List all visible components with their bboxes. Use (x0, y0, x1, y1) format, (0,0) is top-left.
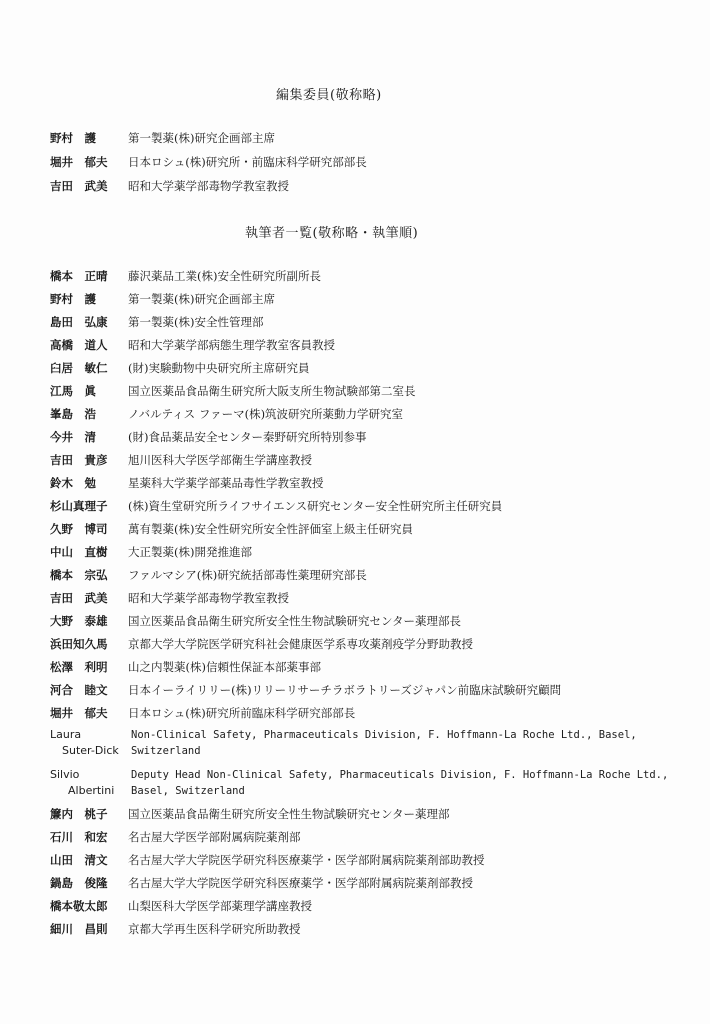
author-affiliation: (財)実験動物中央研究所主席研究員 (128, 361, 310, 375)
author-row (50, 636, 473, 652)
author-affiliation: 山梨医科大学医学部薬理学講座教授 (128, 899, 312, 913)
author-name: 橋本 正晴 (50, 269, 108, 283)
author-affiliation: 第一製薬(株)安全性管理部 (128, 315, 264, 329)
author-name: 吉田 武美 (50, 591, 108, 605)
editor-affiliation: 日本ロシュ(株)研究所・前臨床科学研究部部長 (128, 155, 367, 169)
author-affiliation: ファルマシア(株)研究統括部毒性薬理研究部長 (128, 568, 367, 582)
author-row (50, 429, 367, 445)
author-name: 山田 清文 (50, 853, 108, 867)
editor-name: 野村 護 (50, 131, 96, 145)
editor-name: 堀井 郁夫 (50, 155, 108, 169)
author-affiliation: 名古屋大学医学部附属病院薬剤部 (128, 830, 301, 844)
author-row (50, 682, 561, 698)
author-row (50, 452, 312, 468)
author-name: 石川 和宏 (50, 830, 108, 844)
author-row (50, 829, 301, 845)
author-affiliation: 昭和大学薬学部毒物学教室教授 (128, 591, 289, 605)
author-row (50, 406, 403, 422)
author-name: 細川 昌則 (50, 922, 108, 936)
author-row (50, 544, 252, 560)
author-affiliation: 萬有製薬(株)安全性研究所安全性評価室上級主任研究員 (128, 522, 413, 536)
editor-affiliation: 第一製薬(株)研究企画部主席 (128, 131, 275, 145)
author-name: 浜田知久馬 (50, 637, 108, 651)
author-affiliation: 昭和大学薬学部病態生理学教室客員教授 (128, 338, 335, 352)
editor-affiliation: 昭和大学薬学部毒物学教室教授 (128, 179, 289, 193)
author-affiliation: 名古屋大学大学院医学研究科医療薬学・医学部附属病院薬剤部助教授 (128, 853, 485, 867)
author-row (50, 521, 413, 537)
author-name: 松澤 利明 (50, 660, 108, 674)
author-affiliation: 旭川医科大学医学部衛生学講座教授 (128, 453, 312, 467)
author-name: 久野 博司 (50, 522, 108, 536)
author-name: 鍋島 俊隆 (50, 876, 108, 890)
author-name: 高橋 道人 (50, 338, 108, 352)
author-name: 野村 護 (50, 292, 96, 306)
author-name: 河合 睦文 (50, 683, 108, 697)
author-row (50, 498, 502, 514)
author-affiliation: 山之内製薬(株)信頼性保証本部薬事部 (128, 660, 321, 674)
author-name: 堀井 郁夫 (50, 706, 108, 720)
author-row (50, 705, 355, 721)
author-affiliation: (財)食品薬品安全センター秦野研究所特別参事 (128, 430, 367, 444)
foreign-author-name: Suter-Dick (62, 744, 119, 757)
author-name: 中山 直樹 (50, 545, 108, 559)
author-affiliation: 国立医薬品食品衛生研究所安全性生物試験研究センター薬理部長 (128, 614, 462, 628)
author-row (50, 613, 461, 629)
editor-row (50, 130, 275, 146)
author-affiliation: 第一製薬(株)研究企画部主席 (128, 292, 275, 306)
foreign-author-affiliation: Non-Clinical Safety, Pharmaceuticals Division, F. Hoffmann-La Roche Ltd., Basel, (131, 729, 637, 741)
author-affiliation: 国立医薬品食品衛生研究所安全性生物試験研究センター薬理部 (128, 807, 450, 821)
author-row (50, 659, 321, 675)
foreign-author-name: Silvio (50, 768, 80, 781)
author-affiliation: 大正製薬(株)開発推進部 (128, 545, 252, 559)
author-name: 鈴木 勉 (50, 476, 96, 490)
foreign-author-affiliation: Switzerland (131, 745, 201, 757)
foreign-author-name: Albertini (68, 784, 115, 797)
author-name: 橋本敬太郎 (50, 899, 108, 913)
author-name: 今井 清 (50, 430, 96, 444)
editors-title: 編集委員(敬称略) (276, 88, 382, 103)
author-row (50, 360, 309, 376)
author-affiliation: 名古屋大学大学院医学研究科医療薬学・医学部附属病院薬剤部教授 (128, 876, 473, 890)
author-name: 江馬 眞 (50, 384, 96, 398)
author-row (50, 590, 289, 606)
foreign-author-affiliation: Deputy Head Non-Clinical Safety, Pharmaceuticals Division, F. Hoffmann-La Roche Ltd., (131, 769, 669, 781)
author-name: 島田 弘康 (50, 315, 108, 329)
author-affiliation: 星薬科大学薬学部薬品毒性学教室教授 (128, 476, 324, 490)
author-row (50, 475, 324, 491)
authors-title: 執筆者一覧(敬称略・執筆順) (245, 226, 419, 241)
author-affiliation: 日本イーライリリー(株)リリーリサーチラボラトリーズジャパン前臨床試験研究顧問 (128, 683, 562, 697)
author-row (50, 291, 275, 307)
author-affiliation: 京都大学大学院医学研究科社会健康医学系専攻薬剤疫学分野助教授 (128, 637, 473, 651)
author-affiliation: 国立医薬品食品衛生研究所大阪支所生物試験部第二室長 (128, 384, 416, 398)
author-row (50, 567, 367, 583)
author-row (50, 337, 335, 353)
author-name: 峯島 浩 (50, 407, 96, 421)
author-row (50, 875, 473, 891)
author-row (50, 921, 301, 937)
editor-row (50, 154, 367, 170)
author-affiliation: (株)資生堂研究所ライフサイエンス研究センター安全性研究所主任研究員 (128, 499, 503, 513)
author-row (50, 806, 450, 822)
editor-name: 吉田 武美 (50, 179, 108, 193)
foreign-author-name: Laura (50, 728, 82, 741)
author-name: 大野 泰雄 (50, 614, 108, 628)
author-name: 臼居 敏仁 (50, 361, 108, 375)
author-name: 吉田 貴彦 (50, 453, 108, 467)
author-row (50, 268, 321, 284)
foreign-author-affiliation: Basel, Switzerland (131, 785, 245, 797)
author-affiliation: 京都大学再生医科学研究所助教授 (128, 922, 301, 936)
author-affiliation: ノバルティス ファーマ(株)筑波研究所薬動力学研究室 (128, 407, 404, 421)
editor-row (50, 178, 289, 194)
author-name: 簾内 桃子 (50, 807, 108, 821)
author-row (50, 852, 485, 868)
author-affiliation: 日本ロシュ(株)研究所前臨床科学研究部部長 (128, 706, 356, 720)
author-row (50, 383, 416, 399)
author-affiliation: 藤沢薬品工業(株)安全性研究所副所長 (128, 269, 321, 283)
author-name: 橋本 宗弘 (50, 568, 108, 582)
author-row (50, 314, 263, 330)
author-row (50, 898, 312, 914)
author-name: 杉山真理子 (50, 499, 108, 513)
